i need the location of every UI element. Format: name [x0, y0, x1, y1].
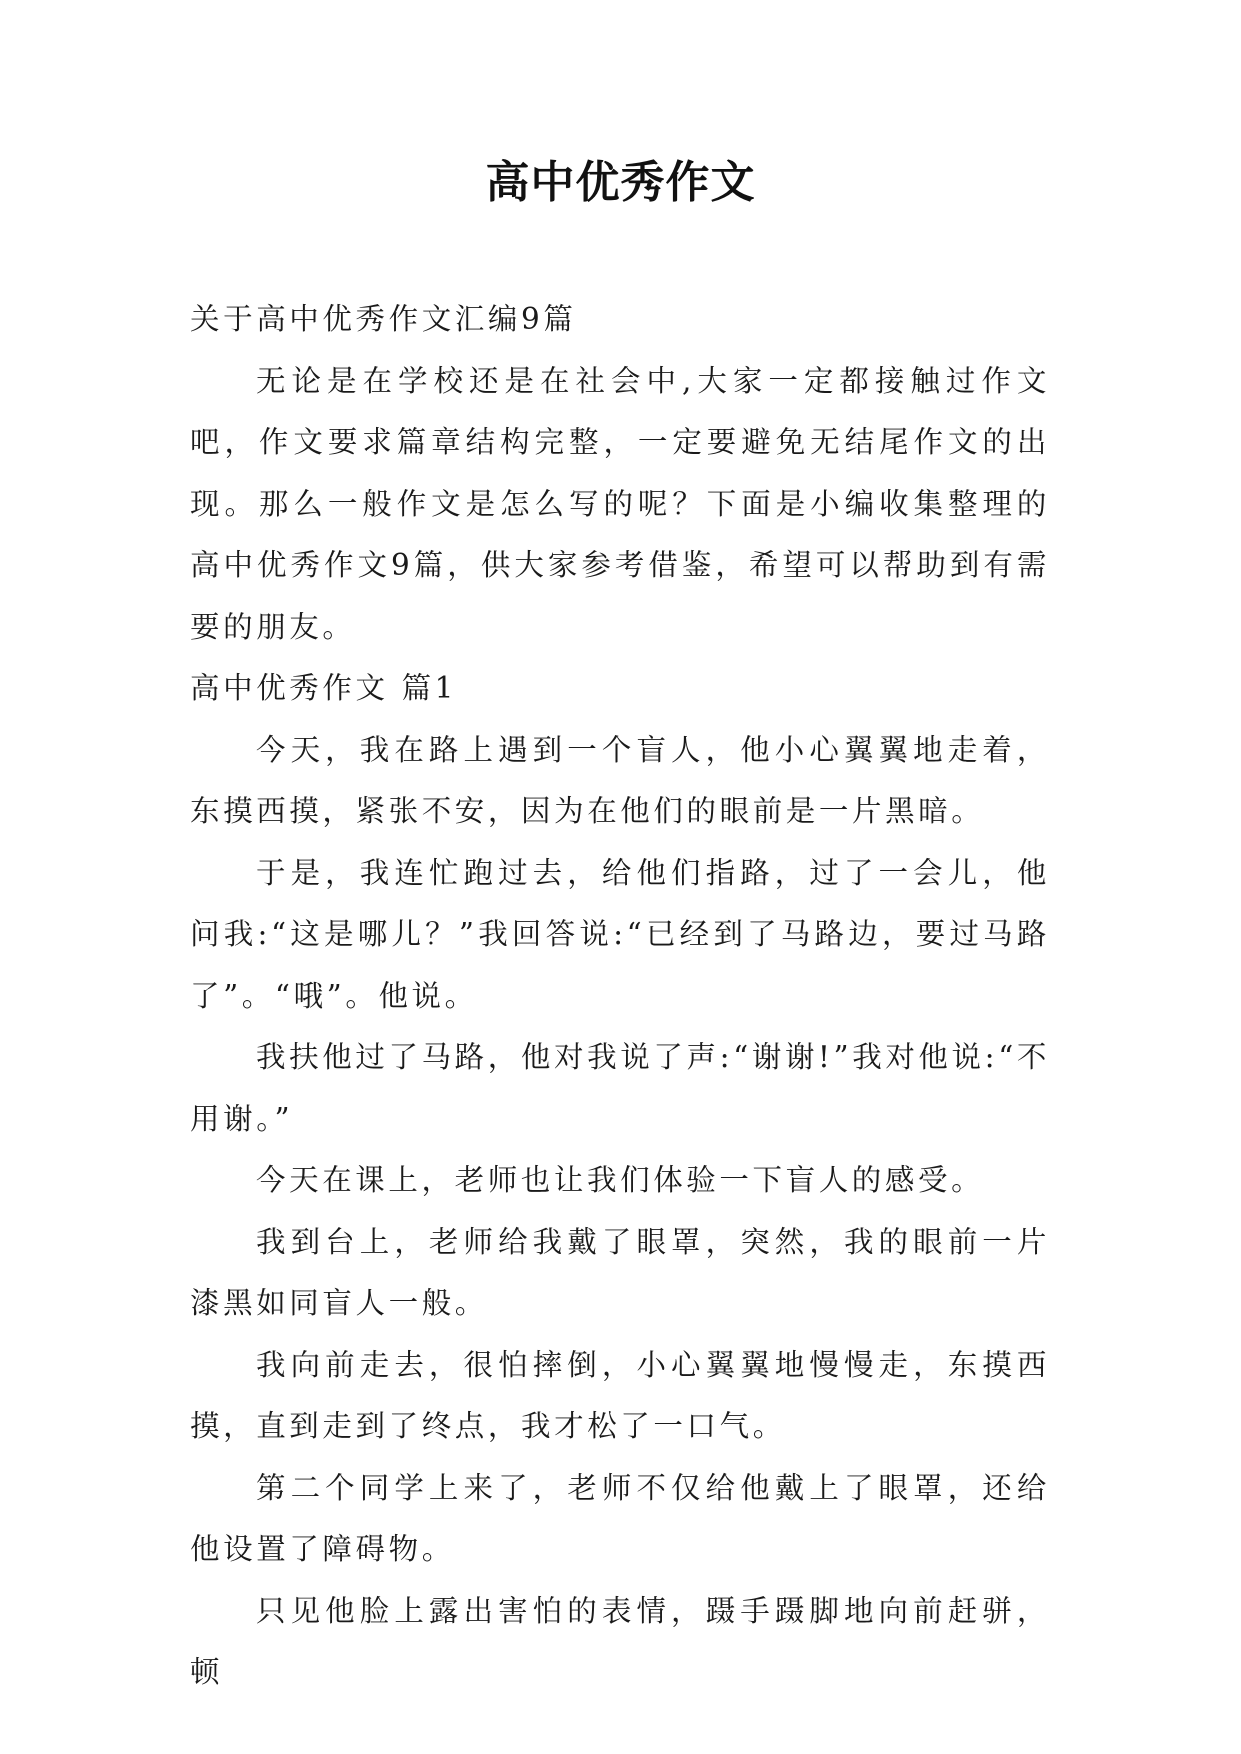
body-paragraph: 于是，我连忙跑过去，给他们指路，过了一会儿，他问我:“这是哪儿？”我回答说:“已经到了马路边，要过马路了”。“哦”。他说。	[190, 855, 1050, 1013]
intro-paragraph: 无论是在学校还是在社会中,大家一定都接触过作文吧，作文要求篇章结构完整，一定要避免无结尾作文的出现。那么一般作文是怎么写的呢？下面是小编收集整理的高中优秀作文9篇，供大家参考借鉴，希望可以帮助到有需要的朋友。	[190, 363, 1050, 644]
body-paragraph: 今天在课上，老师也让我们体验一下盲人的感受。	[256, 1163, 985, 1197]
body-paragraph: 第二个同学上来了，老师不仅给他戴上了眼罩，还给他设置了障碍物。	[190, 1470, 1050, 1566]
body-paragraph: 我到台上，老师给我戴了眼罩，突然，我的眼前一片漆黑如同盲人一般。	[190, 1224, 1050, 1320]
body-paragraph: 只见他脸上露出害怕的表情，蹑手蹑脚地向前赶骈，顿	[190, 1593, 1050, 1689]
body-paragraph: 今天，我在路上遇到一个盲人，他小心翼翼地走着，东摸西摸，紧张不安，因为在他们的眼前是一片黑暗。	[190, 732, 1050, 828]
body-paragraph: 我扶他过了马路，他对我说了声:“谢谢!”我对他说:“不用谢。”	[190, 1040, 1050, 1136]
document-body	[190, 289, 1050, 1704]
document-title: 高中优秀作文	[485, 157, 756, 208]
body-paragraph: 我向前走去，很怕摔倒，小心翼翼地慢慢走，东摸西摸，直到走到了终点，我才松了一口气。	[190, 1347, 1050, 1443]
document-subtitle: 关于高中优秀作文汇编9篇	[190, 302, 577, 336]
section-heading: 高中优秀作文 篇1	[190, 671, 458, 705]
